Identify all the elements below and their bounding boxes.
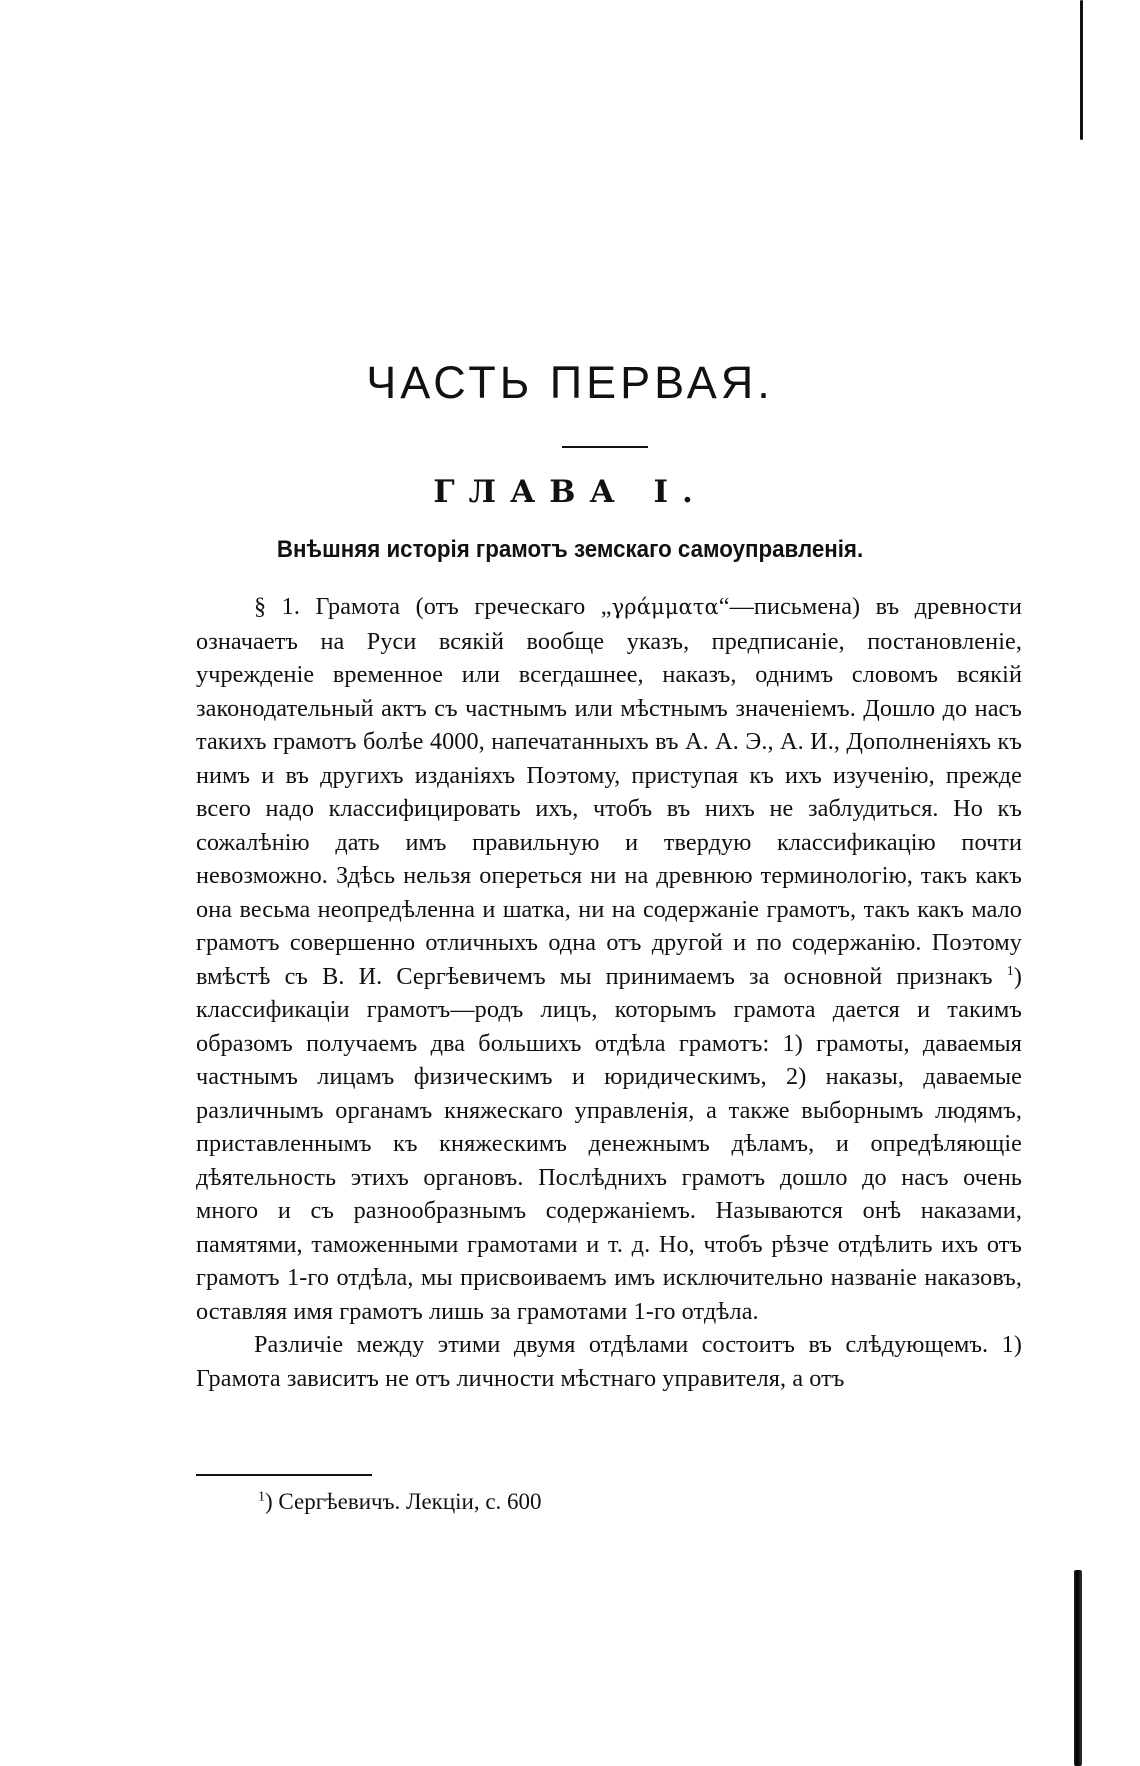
footnote-divider	[196, 1474, 372, 1476]
title-divider	[562, 446, 648, 448]
footnote-text: ) Сергѣевичъ. Лекціи, с. 600	[265, 1489, 542, 1514]
scan-edge-mark-bottom	[1074, 1570, 1082, 1766]
footnote-reference[interactable]: 1	[1006, 963, 1014, 979]
chapter-label: ГЛАВА I.	[433, 474, 707, 510]
chapter-title: Внѣшняя исторія грамотъ земскаго самоуправленія.	[276, 536, 864, 563]
paragraph-1-continuation: ) классификаціи грамотъ—родъ лицъ, которымъ грамота дается и такимъ образомъ получаемъ два большихъ отдѣла грамотъ: 1) грамоты, даваемыя частнымъ лицамъ физическимъ и юридическимъ, 2) наказы, даваемые различнымъ органамъ княжескаго управленія, а также выборнымъ людямъ, приставленнымъ къ княжескимъ денежнымъ дѣламъ, и опредѣляющіе дѣятельность этихъ органовъ. Послѣднихъ грамотъ дошло до насъ очень много и съ разнообразнымъ содержаніемъ. Называются онѣ наказами, памятями, таможенными грамотами и т. д. Но, чтобъ рѣзче отдѣлить ихъ отъ грамотъ 1-го отдѣла, мы присвоиваемъ имъ исключительно названіе наказовъ, оставляя имя грамотъ лишь за грамотами 1-го отдѣла.	[196, 962, 1022, 1325]
paragraph-1-intro: § 1. Грамота (отъ греческаго „	[254, 593, 612, 620]
footnote-mark: 1	[258, 1489, 265, 1505]
body-text	[196, 590, 1022, 1395]
footnote	[258, 1488, 542, 1516]
scan-edge-mark-top	[1080, 0, 1083, 140]
paragraph-1	[196, 590, 1022, 1328]
part-title: ЧАСТЬ ПЕРВАЯ.	[366, 357, 774, 408]
paragraph-2: Различіе между этими двумя отдѣлами состоитъ въ слѣдующемъ. 1) Грамота зависитъ не отъ личности мѣстнаго управителя, а отъ	[196, 1331, 1022, 1392]
greek-word: γράμματα	[611, 595, 719, 619]
paragraph-1-text: “—письмена) въ древности означаетъ на Руси всякій вообще указъ, предписаніе, постановленіе, учрежденіе временное или всегдашнее, наказъ, однимъ словомъ всякій законодательный актъ съ частнымъ или мѣстнымъ значеніемъ. Дошло до насъ такихъ грамотъ болѣе 4000, напечатанныхъ въ А. А. Э., А. И., Дополненіяхъ къ нимъ и въ другихъ изданіяхъ Поэтому, приступая къ ихъ изученію, прежде всего надо классифицировать ихъ, чтобъ въ нихъ не заблудиться. Но къ сожалѣнію дать имъ правильную и твердую классификацію почти невозможно. Здѣсь нельзя опереться ни на древнюю терминологію, такъ какъ она весьма неопредѣленна и шатка, ни на содержаніе грамотъ, такъ какъ мало грамотъ совершенно отличныхъ одна отъ другой и по содержанію. Поэтому вмѣстѣ съ В. И. Сергѣевичемъ мы принимаемъ за основной признакъ	[196, 593, 1023, 990]
